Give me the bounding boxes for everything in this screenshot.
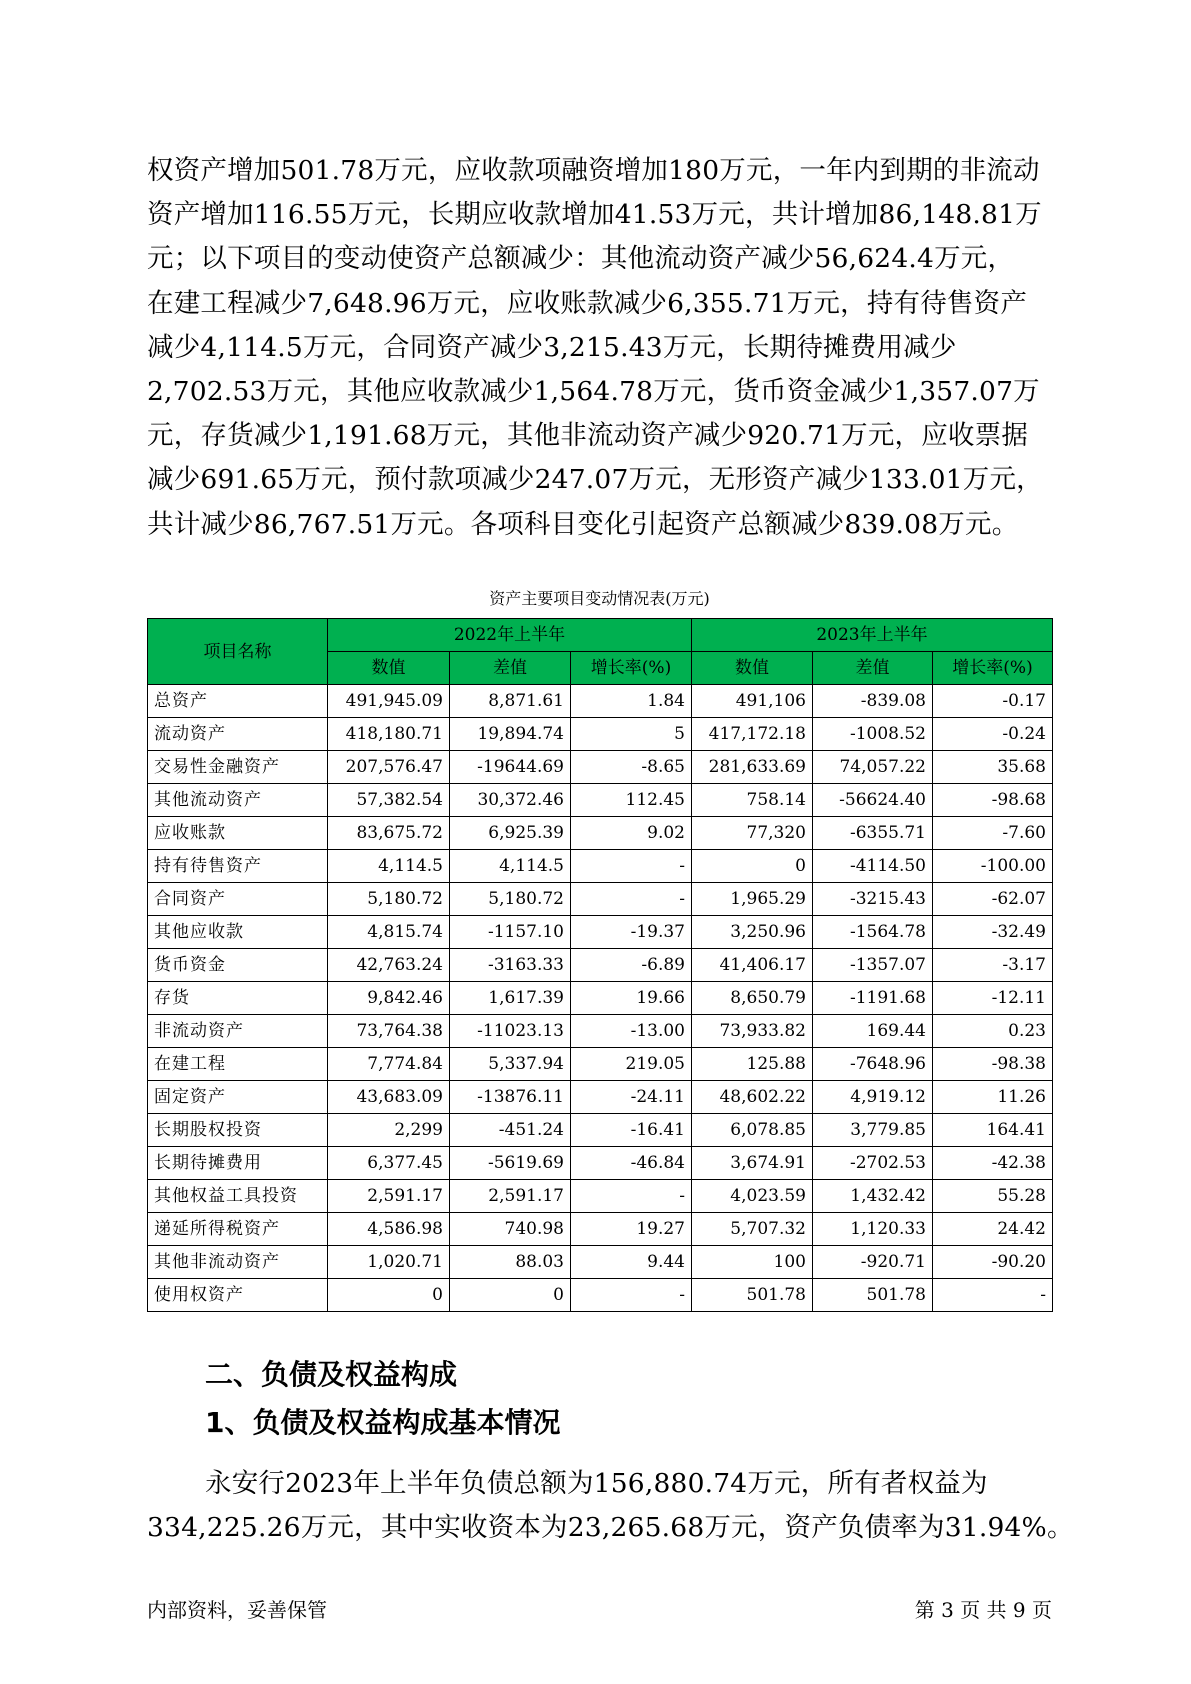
table-cell: -1157.10	[450, 916, 571, 949]
table-cell: -32.49	[933, 916, 1053, 949]
table-cell: 88.03	[450, 1246, 571, 1279]
table-cell: 19,894.74	[450, 718, 571, 751]
table-row	[148, 718, 1053, 751]
table-cell: -13876.11	[450, 1081, 571, 1114]
table-cell: 4,023.59	[692, 1180, 813, 1213]
table-cell: -16.41	[571, 1114, 692, 1147]
table-cell: 35.68	[933, 751, 1053, 784]
table-cell: -13.00	[571, 1015, 692, 1048]
table-cell: 55.28	[933, 1180, 1053, 1213]
table-cell: 0	[692, 850, 813, 883]
table-cell: 207,576.47	[328, 751, 450, 784]
table-cell: 112.45	[571, 784, 692, 817]
table-cell: 42,763.24	[328, 949, 450, 982]
table-row	[148, 1213, 1053, 1246]
header-value: 数值	[328, 652, 450, 685]
table-cell: 4,114.5	[450, 850, 571, 883]
table-cell: 74,057.22	[813, 751, 933, 784]
table-cell: 1,965.29	[692, 883, 813, 916]
table-row	[148, 685, 1053, 718]
table-cell: 281,633.69	[692, 751, 813, 784]
table-cell: 4,586.98	[328, 1213, 450, 1246]
table-cell: -3.17	[933, 949, 1053, 982]
table-cell: -12.11	[933, 982, 1053, 1015]
table-cell: -98.68	[933, 784, 1053, 817]
table-cell: 24.42	[933, 1213, 1053, 1246]
table-cell: 73,764.38	[328, 1015, 450, 1048]
table-cell: 2,299	[328, 1114, 450, 1147]
table-cell: 740.98	[450, 1213, 571, 1246]
table-row	[148, 1048, 1053, 1081]
row-item-name: 递延所得税资产	[148, 1213, 328, 1246]
table-cell: 491,945.09	[328, 685, 450, 718]
table-cell: 3,250.96	[692, 916, 813, 949]
row-item-name: 持有待售资产	[148, 850, 328, 883]
table-cell: 19.27	[571, 1213, 692, 1246]
table-cell: -	[571, 1279, 692, 1312]
paragraph-line: 共计减少86,767.51万元。各项科目变化引起资产总额减少839.08万元。	[147, 508, 1019, 540]
table-row	[148, 1114, 1053, 1147]
table-cell: 6,377.45	[328, 1147, 450, 1180]
table-cell: 169.44	[813, 1015, 933, 1048]
table-cell: 4,114.5	[328, 850, 450, 883]
header-growth-rate: 增长率(%)	[571, 652, 692, 685]
table-cell: -4114.50	[813, 850, 933, 883]
table-cell: -42.38	[933, 1147, 1053, 1180]
subsection-heading: 1、负债及权益构成基本情况	[205, 1406, 561, 1439]
table-cell: 4,919.12	[813, 1081, 933, 1114]
paragraph-line: 权资产增加501.78万元，应收款项融资增加180万元，一年内到期的非流动	[147, 155, 1040, 186]
table-cell: 491,106	[692, 685, 813, 718]
table-cell: -6355.71	[813, 817, 933, 850]
table-row	[148, 916, 1053, 949]
table-row	[148, 1015, 1053, 1048]
table-row	[148, 1081, 1053, 1114]
table-row	[148, 982, 1053, 1015]
table-cell: 73,933.82	[692, 1015, 813, 1048]
paragraph-line: 334,225.26万元，其中实收资本为23,265.68万元，资产负债率为31.94%。	[147, 1512, 1074, 1544]
table-cell: -1008.52	[813, 718, 933, 751]
row-item-name: 流动资产	[148, 718, 328, 751]
table-cell: 8,871.61	[450, 685, 571, 718]
table-cell: -46.84	[571, 1147, 692, 1180]
table-cell: 164.41	[933, 1114, 1053, 1147]
table-cell: 7,774.84	[328, 1048, 450, 1081]
table-cell: 100	[692, 1246, 813, 1279]
table-cell: -19.37	[571, 916, 692, 949]
footer-page-number: 第 3 页 共 9 页	[914, 1598, 1052, 1622]
table-cell: -7648.96	[813, 1048, 933, 1081]
row-item-name: 总资产	[148, 685, 328, 718]
table-cell: -0.24	[933, 718, 1053, 751]
row-item-name: 长期待摊费用	[148, 1147, 328, 1180]
paragraph-line: 减少691.65万元，预付款项减少247.07万元，无形资产减少133.01万元，	[147, 464, 1043, 496]
row-item-name: 应收账款	[148, 817, 328, 850]
table-cell: 219.05	[571, 1048, 692, 1081]
body-paragraph-assets	[147, 149, 1052, 547]
table-cell: 48,602.22	[692, 1081, 813, 1114]
table-cell: 0	[328, 1279, 450, 1312]
footer-confidential-note: 内部资料，妥善保管	[147, 1598, 327, 1622]
table-cell: 11.26	[933, 1081, 1053, 1114]
table-cell: 1,020.71	[328, 1246, 450, 1279]
table-caption: 资产主要项目变动情况表(万元)	[489, 589, 710, 608]
table-row	[148, 1279, 1053, 1312]
table-cell: 57,382.54	[328, 784, 450, 817]
table-cell: 418,180.71	[328, 718, 450, 751]
table-cell: 417,172.18	[692, 718, 813, 751]
header-growth-rate: 增长率(%)	[933, 652, 1053, 685]
table-cell: 1.84	[571, 685, 692, 718]
table-cell: -1564.78	[813, 916, 933, 949]
table-cell: 0	[450, 1279, 571, 1312]
table-cell: -	[571, 1180, 692, 1213]
table-cell: 19.66	[571, 982, 692, 1015]
asset-change-table	[147, 618, 1053, 1312]
table-cell: 9.02	[571, 817, 692, 850]
table-cell: 3,674.91	[692, 1147, 813, 1180]
table-cell: -19644.69	[450, 751, 571, 784]
row-item-name: 货币资金	[148, 949, 328, 982]
body-paragraph-liabilities	[147, 1462, 1074, 1550]
table-cell: -920.71	[813, 1246, 933, 1279]
paragraph-line: 永安行2023年上半年负债总额为156,880.74万元，所有者权益为	[205, 1468, 988, 1499]
row-item-name: 其他非流动资产	[148, 1246, 328, 1279]
paragraph-line: 资产增加116.55万元，长期应收款增加41.53万元，共计增加86,148.81万	[147, 199, 1042, 231]
row-item-name: 合同资产	[148, 883, 328, 916]
table-cell: 3,779.85	[813, 1114, 933, 1147]
table-cell: -98.38	[933, 1048, 1053, 1081]
table-cell: -11023.13	[450, 1015, 571, 1048]
table-cell: 77,320	[692, 817, 813, 850]
table-row	[148, 883, 1053, 916]
header-period-2022: 2022年上半年	[328, 619, 692, 652]
table-cell: 1,617.39	[450, 982, 571, 1015]
header-value: 数值	[692, 652, 813, 685]
table-cell: 41,406.17	[692, 949, 813, 982]
table-cell: -8.65	[571, 751, 692, 784]
table-cell: -	[571, 850, 692, 883]
table-cell: 501.78	[692, 1279, 813, 1312]
table-cell: -56624.40	[813, 784, 933, 817]
paragraph-line: 在建工程减少7,648.96万元，应收账款减少6,355.71万元，持有待售资产	[147, 287, 1028, 319]
table-row	[148, 1180, 1053, 1213]
table-cell: 5,707.32	[692, 1213, 813, 1246]
row-item-name: 其他流动资产	[148, 784, 328, 817]
table-cell: 2,591.17	[328, 1180, 450, 1213]
table-cell: 43,683.09	[328, 1081, 450, 1114]
table-cell: 1,120.33	[813, 1213, 933, 1246]
table-cell: 0.23	[933, 1015, 1053, 1048]
table-cell: 9.44	[571, 1246, 692, 1279]
row-item-name: 其他权益工具投资	[148, 1180, 328, 1213]
table-cell: -839.08	[813, 685, 933, 718]
table-cell: -5619.69	[450, 1147, 571, 1180]
table-row	[148, 1246, 1053, 1279]
table-cell: 30,372.46	[450, 784, 571, 817]
table-cell: 83,675.72	[328, 817, 450, 850]
section-heading: 二、负债及权益构成	[205, 1358, 458, 1391]
table-cell: 6,925.39	[450, 817, 571, 850]
header-difference: 差值	[813, 652, 933, 685]
table-cell: 5,337.94	[450, 1048, 571, 1081]
row-item-name: 存货	[148, 982, 328, 1015]
table-row	[148, 751, 1053, 784]
table-cell: -	[571, 883, 692, 916]
table-cell: -1357.07	[813, 949, 933, 982]
table-cell: -3163.33	[450, 949, 571, 982]
table-cell: 5	[571, 718, 692, 751]
paragraph-line: 元；以下项目的变动使资产总额减少：其他流动资产减少56,624.4万元，	[147, 243, 1015, 275]
table-cell: 5,180.72	[450, 883, 571, 916]
table-cell: 5,180.72	[328, 883, 450, 916]
table-cell: 501.78	[813, 1279, 933, 1312]
paragraph-line: 减少4,114.5万元，合同资产减少3,215.43万元，长期待摊费用减少	[147, 331, 957, 363]
table-cell: 8,650.79	[692, 982, 813, 1015]
table-cell: -0.17	[933, 685, 1053, 718]
row-item-name: 长期股权投资	[148, 1114, 328, 1147]
header-item-name: 项目名称	[148, 619, 328, 685]
table-cell: -90.20	[933, 1246, 1053, 1279]
table-cell: -6.89	[571, 949, 692, 982]
row-item-name: 在建工程	[148, 1048, 328, 1081]
table-cell: -62.07	[933, 883, 1053, 916]
table-row	[148, 817, 1053, 850]
header-period-2023: 2023年上半年	[692, 619, 1053, 652]
table-cell: 1,432.42	[813, 1180, 933, 1213]
row-item-name: 使用权资产	[148, 1279, 328, 1312]
table-cell: -1191.68	[813, 982, 933, 1015]
table-cell: 125.88	[692, 1048, 813, 1081]
table-cell: -2702.53	[813, 1147, 933, 1180]
table-cell: -3215.43	[813, 883, 933, 916]
row-item-name: 其他应收款	[148, 916, 328, 949]
table-cell: 758.14	[692, 784, 813, 817]
table-cell: -100.00	[933, 850, 1053, 883]
table-cell: 2,591.17	[450, 1180, 571, 1213]
row-item-name: 固定资产	[148, 1081, 328, 1114]
paragraph-line: 元，存货减少1,191.68万元，其他非流动资产减少920.71万元，应收票据	[147, 420, 1029, 452]
row-item-name: 交易性金融资产	[148, 751, 328, 784]
table-cell: -	[933, 1279, 1053, 1312]
table-row	[148, 850, 1053, 883]
table-cell: 6,078.85	[692, 1114, 813, 1147]
table-cell: -451.24	[450, 1114, 571, 1147]
paragraph-line: 2,702.53万元，其他应收款减少1,564.78万元，货币资金减少1,357.07万	[147, 376, 1040, 408]
table-row	[148, 1147, 1053, 1180]
header-difference: 差值	[450, 652, 571, 685]
row-item-name: 非流动资产	[148, 1015, 328, 1048]
table-cell: 4,815.74	[328, 916, 450, 949]
table-body	[148, 685, 1053, 1312]
table-row	[148, 949, 1053, 982]
table-cell: -7.60	[933, 817, 1053, 850]
table-row	[148, 784, 1053, 817]
table-cell: 9,842.46	[328, 982, 450, 1015]
table-cell: -24.11	[571, 1081, 692, 1114]
